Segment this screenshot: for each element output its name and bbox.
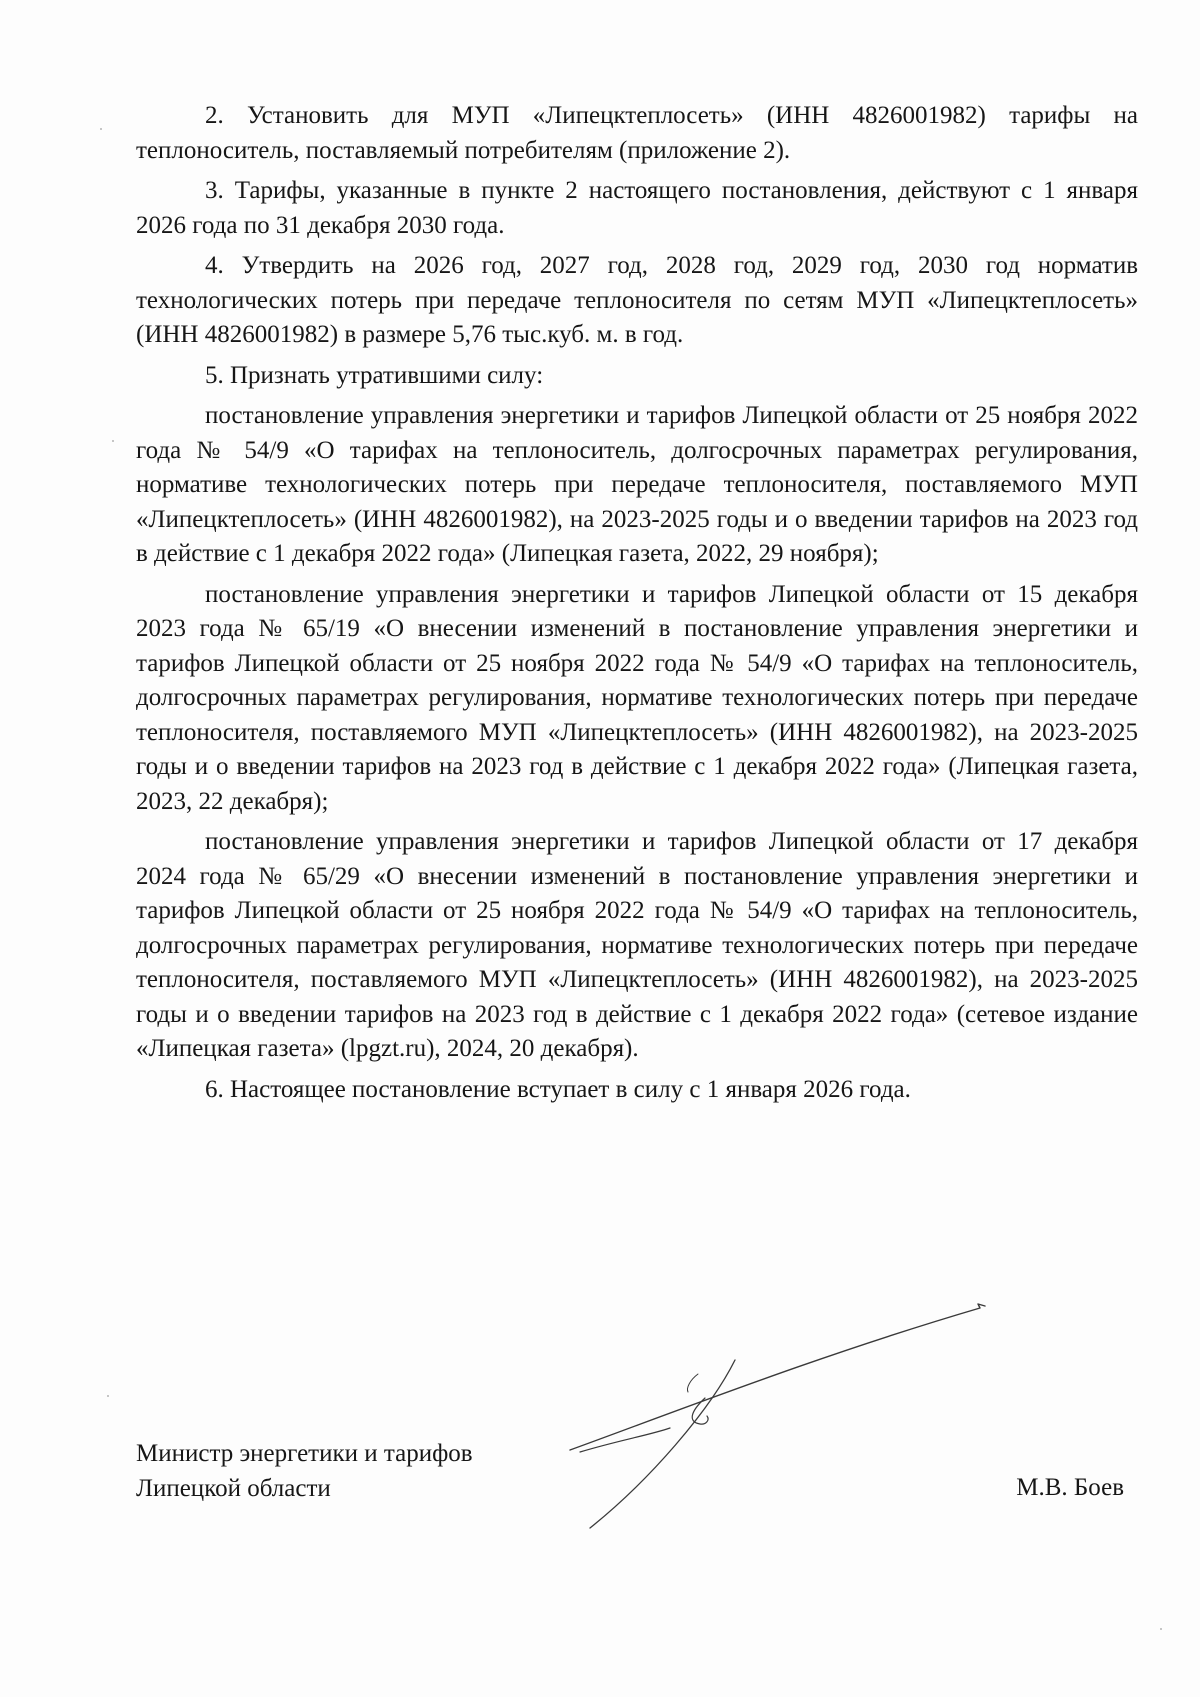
paragraph-item-4: 4. Утвердить на 2026 год, 2027 год, 2028 год, 2029 год, 2030 год норматив технологических потерь при передаче теплоносителя по сетям МУП «Липецктеплосеть» (ИНН 4826001982) в размере 5,76 тыс.куб. м. в год. — [136, 252, 1138, 348]
signature-stroke-main — [570, 1304, 985, 1450]
signature-stroke-tail — [590, 1360, 735, 1528]
signatory-title-line-2: Липецкой области — [136, 1474, 331, 1502]
document-body — [136, 99, 1138, 1107]
signatory-title-line-1: Министр энергетики и тарифов — [136, 1440, 473, 1467]
signature-stroke-hook — [687, 1374, 698, 1392]
scan-speck — [107, 1395, 109, 1397]
paragraph-item-5: 5. Признать утратившими силу: — [205, 361, 544, 389]
signatory-name: М.В. Боев — [1016, 1474, 1124, 1501]
repealed-act-2023: постановление управления энергетики и тарифов Липецкой области от 15 декабря 2023 года № 65/19 «О внесении изменений в постановление управления энергетики и тарифов Липецкой области от 25 ноября 2022 года № 54/9 «О тарифах на теплоноситель, долгосрочных параметрах регулирования, нормативе технологических потерь при передаче теплоносителя, поставляемого МУП «Липецктеплосеть» (ИНН 4826001982), на 2023-2025 годы и о введении тарифов на 2023 год в действие с 1 декабря 2022 года» (Липецкая газета, 2023, 22 декабря); — [136, 580, 1138, 815]
repealed-act-2024: постановление управления энергетики и тарифов Липецкой области от 17 декабря 2024 года № 65/29 «О внесении изменений в постановление управления энергетики и тарифов Липецкой области от 25 ноября 2022 года № 54/9 «О тарифах на теплоноситель, долгосрочных параметрах регулирования, нормативе технологических потерь при передаче теплоносителя, поставляемого МУП «Липецктеплосеть» (ИНН 4826001982), на 2023-2025 годы и о введении тарифов на 2023 год в действие с 1 декабря 2022 года» (сетевое издание «Липецкая газета» (lpgzt.ru), 2024, 20 декабря). — [136, 828, 1138, 1062]
signatory-title — [136, 1437, 556, 1506]
scan-speck — [100, 128, 102, 130]
repealed-act-2022: постановление управления энергетики и тарифов Липецкой области от 25 ноября 2022 года № 54/9 «О тарифах на теплоноситель, долгосрочных параметрах регулирования, нормативе технологических потерь при передаче теплоносителя, поставляемого МУП «Липецктеплосеть» (ИНН 4826001982), на 2023-2025 годы и о введении тарифов на 2023 год в действие с 1 декабря 2022 года» (Липецкая газета, 2022, 29 ноября); — [136, 402, 1138, 567]
handwritten-signature — [560, 1300, 1080, 1570]
signature-stroke-lower — [580, 1428, 670, 1452]
paragraph-item-6: 6. Настоящее постановление вступает в силу с 1 января 2026 года. — [205, 1075, 911, 1103]
scan-speck — [112, 440, 114, 442]
scan-speck — [1160, 1628, 1162, 1630]
paragraph-item-2: 2. Установить для МУП «Липецктеплосеть» (ИНН 4826001982) тарифы на теплоноситель, поставляемый потребителям (приложение 2). — [136, 102, 1138, 164]
paragraph-item-3: 3. Тарифы, указанные в пункте 2 настоящего постановления, действуют с 1 января 2026 года по 31 декабря 2030 года. — [136, 177, 1138, 239]
